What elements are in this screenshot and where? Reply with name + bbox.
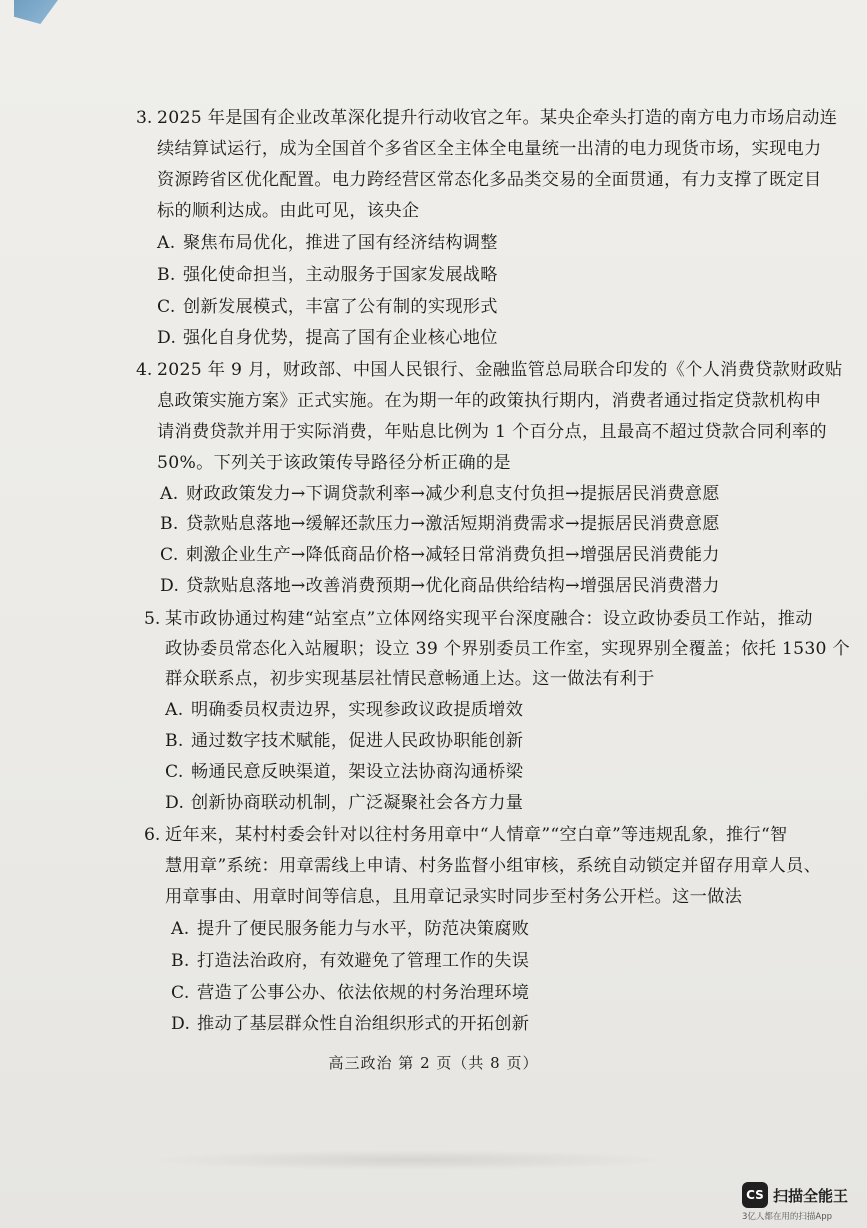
option-label: B. [157,265,176,285]
option-text: 推动了基层群众性自治组织形式的开拓创新 [197,1014,530,1034]
question-number: 4. [136,360,153,380]
scanner-watermark [742,1182,857,1220]
option-b [160,513,720,535]
question-stem-line: 政协委员常态化入站履职；设立 39 个界别委员工作室，实现界别全覆盖；依托 1530 个 [165,639,851,659]
option-label: B. [160,514,179,534]
question-stem-line: 资源跨省区优化配置。电力跨经营区常态化多品类交易的全面贯通，有力支撑了既定目 [157,170,822,190]
option-label: C. [165,762,184,782]
option-text: 营造了公事公办、依法依规的村务治理环境 [197,983,530,1003]
option-label: B. [165,731,184,751]
option-b [157,264,498,286]
option-a [165,699,523,721]
watermark-title: 扫描全能王 [773,1187,849,1205]
question-stem-line: 某市政协通过构建“站室点”立体网络实现平台深度融合：设立政协委员工作站，推动 [165,609,813,629]
question-stem-line: 2025 年 9 月，财政部、中国人民银行、金融监管总局联合印发的《个人消费贷款财政贴 [157,360,843,380]
question-stem-line: 群众联系点，初步实现基层社情民意畅通上达。这一做法有利于 [165,669,655,689]
option-a [157,232,498,254]
option-c [171,982,529,1004]
question-stem-line: 慧用章”系统：用章需线上申请、村务监督小组审核，系统自动锁定并留存用章人员、 [165,856,822,876]
option-label: A. [171,919,190,939]
option-label: C. [171,983,190,1003]
option-d [160,575,720,597]
option-b [171,950,529,972]
page-footer: 高三政治 第 2 页（共 8 页） [328,1054,539,1072]
option-text: 创新协商联动机制，广泛凝聚社会各方力量 [191,793,524,813]
option-a [160,483,720,505]
camscanner-logo-icon: CS [742,1182,768,1208]
option-a [171,918,529,940]
question-number: 5. [144,609,161,629]
option-label: A. [165,700,184,720]
option-text: 聚焦布局优化，推进了国有经济结构调整 [183,233,498,253]
option-text: 打造法治政府，有效避免了管理工作的失误 [197,951,530,971]
option-label: A. [160,484,179,504]
option-text: 强化使命担当，主动服务于国家发展战略 [183,265,498,285]
option-text: 提升了便民服务能力与水平，防范决策腐败 [197,919,530,939]
option-label: D. [165,793,185,813]
option-text: 明确委员权责边界，实现参政议政提质增效 [191,700,524,720]
option-label: C. [160,545,179,565]
question-number: 6. [144,825,161,845]
question-number: 3. [136,108,153,128]
option-d [157,327,498,349]
scan-smudge [150,1150,670,1170]
option-text: 贷款贴息落地→缓解还款压力→激活短期消费需求→提振居民消费意愿 [186,514,720,534]
option-label: B. [171,951,190,971]
option-text: 财政政策发力→下调贷款利率→减少利息支付负担→提振居民消费意愿 [186,484,720,504]
option-c [157,296,498,318]
option-d [165,792,523,814]
option-text: 刺激企业生产→降低商品价格→减轻日常消费负担→增强居民消费能力 [186,545,720,565]
option-text: 畅通民意反映渠道，架设立法协商沟通桥梁 [191,762,524,782]
option-text: 创新发展模式，丰富了公有制的实现形式 [183,297,498,317]
question-stem-line: 请消费贷款并用于实际消费，年贴息比例为 1 个百分点，且最高不超过贷款合同利率的 [157,422,827,442]
option-label: D. [157,328,177,348]
option-text: 贷款贴息落地→改善消费预期→优化商品供给结构→增强居民消费潜力 [186,576,720,596]
option-label: D. [160,576,180,596]
option-b [165,730,523,752]
question-stem-line: 用章事由、用章时间等信息，且用章记录实时同步至村务公开栏。这一做法 [165,887,743,907]
question-stem-line: 近年来，某村村委会针对以往村务用章中“人情章”“空白章”等违规乱象，推行“智 [165,825,788,845]
option-c [165,761,523,783]
option-label: D. [171,1014,191,1034]
option-text: 强化自身优势，提高了国有企业核心地位 [183,328,498,348]
option-d [171,1013,529,1035]
question-stem-line: 标的顺利达成。由此可见，该央企 [157,201,420,221]
question-stem-line: 50%。下列关于该政策传导路径分析正确的是 [157,453,511,473]
option-c [160,544,720,566]
option-label: A. [157,233,176,253]
option-text: 通过数字技术赋能，促进人民政协职能创新 [191,731,524,751]
scan-corner-artifact [14,0,58,24]
question-stem-line: 续结算试运行，成为全国首个多省区全主体全电量统一出清的电力现货市场，实现电力 [157,139,822,159]
watermark-subtitle: 3亿人都在用的扫描App [742,1212,833,1222]
option-label: C. [157,297,176,317]
question-stem-line: 2025 年是国有企业改革深化提升行动收官之年。某央企牵头打造的南方电力市场启动连 [157,108,838,128]
question-stem-line: 息政策实施方案》正式实施。在为期一年的政策执行期内，消费者通过指定贷款机构申 [157,391,822,411]
